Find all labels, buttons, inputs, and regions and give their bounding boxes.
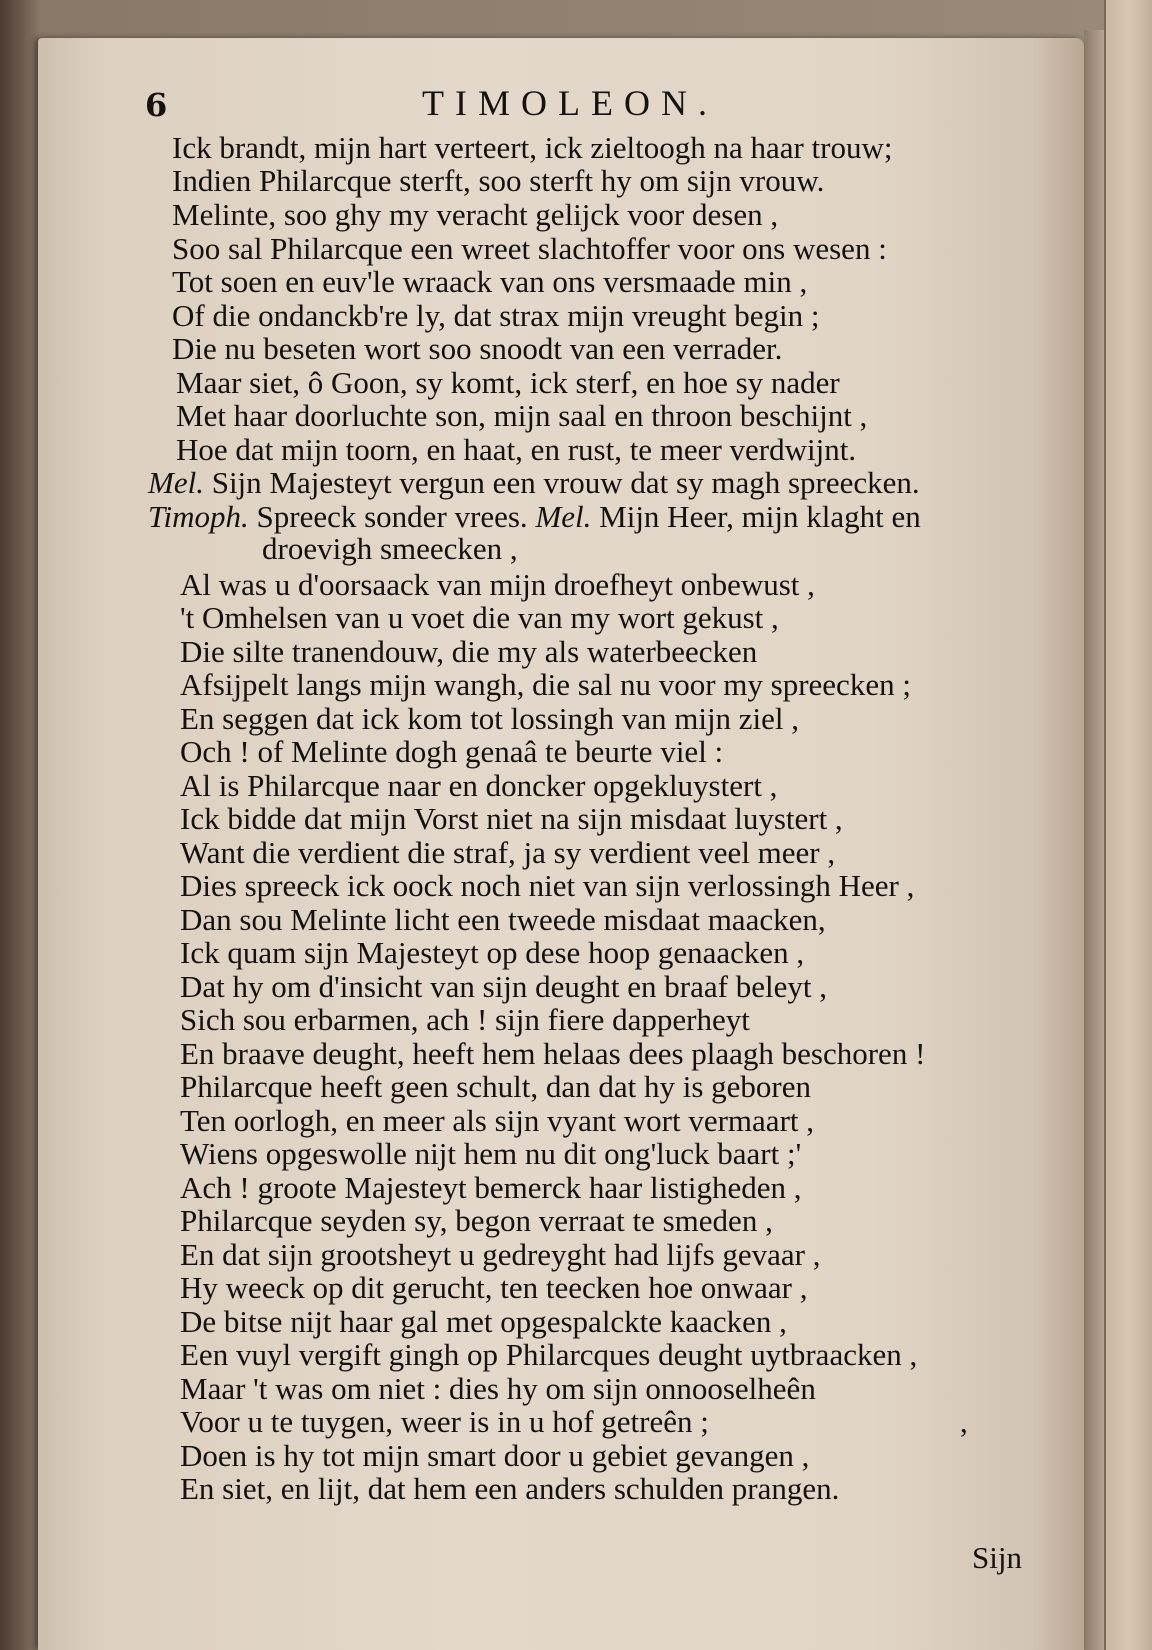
verse-line [180,1204,773,1238]
line-text: Melinte, soo ghy my veracht gelijck voor desen , [172,197,779,232]
running-head: TIMOLEON. [422,83,718,123]
catchword: Sijn [972,1540,1022,1575]
line-text: Want die verdient die straf, ja sy verdient veel meer , [180,835,836,870]
line-text: Dies spreeck ick oock noch niet van sijn verlossingh Heer , [180,868,915,903]
verse-line [176,433,856,467]
verse-line [180,568,815,602]
line-text: Soo sal Philarcque een wreet slachtoffer voor ons wesen : [172,231,887,266]
line-text: Indien Philarcque sterft, soo sterft hy om sijn vrouw. [172,163,825,198]
page-number: 6 [145,86,168,124]
line-text: De bitse nijt haar gal met opgespalckte kaacken , [180,1304,787,1339]
verse-line [172,131,892,165]
line-text: Een vuyl vergift gingh op Philarcques deught uytbraacken , [180,1337,918,1372]
line-text: En seggen dat ick kom tot lossingh van mijn ziel , [180,701,800,736]
verse-line [180,1003,750,1037]
line-text: Hy weeck op dit gerucht, ten teecken hoe onwaar , [180,1270,808,1305]
line-text: Tot soen en euv'le wraack van ons versmaade min , [172,264,808,299]
line-text: Die nu beseten wort soo snoodt van een verrader. [172,331,783,366]
verse-line [180,1238,821,1272]
verse-line [180,1472,839,1506]
verse-line [176,399,867,433]
line-text: En braave deught, heeft hem helaas dees plaagh beschoren ! [180,1036,926,1071]
verse-line [180,635,757,669]
speaker-label: Timoph. [148,499,249,534]
verse-line [180,1104,814,1138]
verse-line [180,1171,802,1205]
verse-line [172,332,782,366]
verse-line [180,769,777,803]
line-text: Al is Philarcque naar en doncker opgekluystert , [180,768,778,803]
line-text: Ick quam sijn Majesteyt op dese hoop genaacken , [180,935,805,970]
verse-line [180,936,804,970]
line-text: Philarcque seyden sy, begon verraat te smeden , [180,1203,773,1238]
verse-line [172,299,820,333]
line-text: Afsijpelt langs mijn wangh, die sal nu voor my spreecken ; [180,667,911,702]
verse-line [180,1137,801,1171]
line-text: Wiens opgeswolle nijt hem nu dit ong'luck baart ;' [180,1136,802,1171]
line-text: Met haar doorluchte son, mijn saal en throon beschijnt , [176,398,868,433]
verse-line [180,970,827,1004]
speaker-label: Mel. [535,499,592,534]
line-text: Sijn Majesteyt vergun een vrouw dat sy magh spreecken. [211,465,920,500]
verse-line [180,1037,925,1071]
line-text: Voor u te tuygen, weer is in u hof getreên ; [180,1404,709,1439]
verse-line [180,836,835,870]
line-text: Och ! of Melinte dogh genaâ te beurte viel : [180,734,724,769]
line-text: Mijn Heer, mijn klaght en [599,499,921,534]
line-text: Al was u d'oorsaack van mijn droefheyt onbewust , [180,567,815,602]
line-text: Ten oorlogh, en meer als sijn vyant wort vermaart , [180,1103,815,1138]
line-text: Die silte tranendouw, die my als waterbeecken [180,634,758,669]
verse-line [180,1439,809,1473]
verse-line [180,802,843,836]
line-text: Dat hy om d'insicht van sijn deught en braaf beleyt , [180,969,827,1004]
line-text: En dat sijn grootsheyt u gedreyght had lijfs gevaar , [180,1237,821,1272]
stray-mark [960,1405,968,1439]
speaker-label: Mel. [148,465,204,500]
line-text: Maar 't was om niet : dies hy om sijn onnooselheên [180,1371,816,1406]
line-text: Doen is hy tot mijn smart door u gebiet gevangen , [180,1438,810,1473]
line-text: Dan sou Melinte licht een tweede misdaat maacken, [180,902,826,937]
verse-line [180,702,799,736]
line-text: Ick brandt, mijn hart verteert, ick zieltoogh na haar trouw; [172,130,893,165]
line-text: Spreeck sonder vrees. [256,499,528,534]
verse-line [176,366,840,400]
line-text: Ach ! groote Majesteyt bemerck haar listigheden , [180,1170,802,1205]
verse-line [172,265,807,299]
line-text: Sich sou erbarmen, ach ! sijn fiere dapperheyt [180,1002,750,1037]
verse-line [148,466,920,500]
verse-line [180,1338,917,1372]
verse-line [180,1405,709,1439]
verse-line [180,1372,816,1406]
line-text: Philarcque heeft geen schult, dan dat hy is geboren [180,1069,811,1104]
verse-line [180,903,826,937]
verse-line [172,164,824,198]
line-text: En siet, en lijt, dat hem een anders schulden prangen. [180,1471,840,1506]
line-trail: , [960,1404,968,1439]
line-text: Hoe dat mijn toorn, en haat, en rust, te meer verdwijnt. [176,432,857,467]
verse-line [180,735,723,769]
verse-line [180,601,779,635]
line-text: 't Omhelsen van u voet die van my wort gekust , [180,600,779,635]
facing-page-edge [1104,0,1152,1650]
verse-line [172,232,887,266]
verse-line [262,532,518,566]
verse-line [148,500,921,534]
verse-line [180,1271,808,1305]
verse-line [180,1070,811,1104]
verse-line [172,198,778,232]
line-text: Of die ondanckb're ly, dat strax mijn vreught begin ; [172,298,820,333]
line-text: Maar siet, ô Goon, sy komt, ick sterf, en hoe sy nader [176,365,840,400]
verse-line [180,1305,787,1339]
line-text: droevigh smeecken , [262,531,518,566]
verse-line [180,869,914,903]
verse-line [180,668,911,702]
line-text: Ick bidde dat mijn Vorst niet na sijn misdaat luystert , [180,801,843,836]
